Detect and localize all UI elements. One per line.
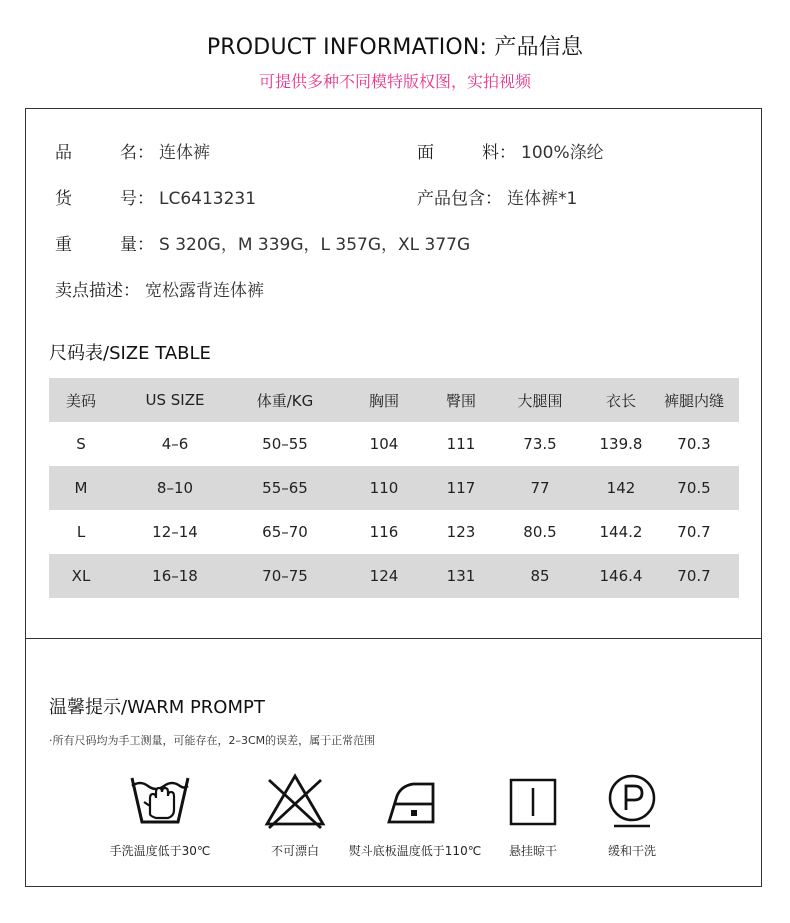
- table-cell: 70.5: [649, 466, 739, 510]
- hand-wash-icon: [128, 770, 192, 832]
- table-cell: 111: [446, 435, 476, 453]
- size-table-header-cell: 美码: [49, 378, 113, 422]
- info-value-fabric: 100%涤纶: [521, 143, 604, 163]
- table-cell: 73.5: [523, 435, 557, 453]
- care-label: 缓和干洗: [607, 844, 656, 858]
- care-item-dry-clean: [557, 770, 707, 858]
- info-label-char: 货: [55, 189, 72, 209]
- info-row-weight: [55, 230, 470, 255]
- page-title: PRODUCT INFORMATION: 产品信息: [206, 35, 584, 60]
- measurement-note: ·所有尺码均为手工测量，可能存在，2–3CM的误差，属于正常范围: [49, 734, 376, 747]
- info-label-includes: 产品包含: [417, 189, 485, 209]
- line-dry-icon: [501, 770, 565, 832]
- size-table-header-cell: 裤腿内缝: [649, 378, 739, 422]
- info-colon: ：: [137, 189, 154, 209]
- table-row: [49, 466, 739, 510]
- panel-divider: [25, 638, 762, 639]
- table-cell: 16–18: [113, 554, 237, 598]
- table-cell: 131: [435, 554, 487, 598]
- info-row-name: [55, 138, 210, 163]
- info-colon: ：: [137, 143, 154, 163]
- table-cell: 77: [487, 466, 593, 510]
- info-value-name: 连体裤: [159, 143, 210, 163]
- do-not-bleach-icon: [263, 770, 327, 832]
- info-value-weight: S 320G，M 339G，L 357G，XL 377G: [159, 235, 471, 255]
- dry-clean-p-icon: [600, 770, 664, 832]
- table-cell: 85: [487, 554, 593, 598]
- info-row-fabric: [417, 138, 604, 163]
- info-value-includes: 连体裤*1: [507, 189, 578, 209]
- info-label-weight: [55, 230, 137, 255]
- size-table: [49, 378, 739, 598]
- table-cell: 117: [435, 466, 487, 510]
- info-label-char: 品: [55, 143, 72, 163]
- info-colon: ：: [499, 143, 516, 163]
- page-subtitle: 可提供多种不同模特版权图，实拍视频: [258, 72, 531, 91]
- info-row-sku: [55, 184, 256, 209]
- care-item-hand-wash: [85, 770, 235, 858]
- info-label-selling: 卖点描述: [55, 281, 123, 301]
- table-cell: 110: [333, 466, 435, 510]
- table-cell: 50–55: [262, 435, 308, 453]
- table-cell: 70.7: [649, 554, 739, 598]
- care-label: 手洗温度低于30℃: [109, 844, 211, 858]
- size-table-title: 尺码表/SIZE TABLE: [49, 343, 211, 364]
- table-row: [49, 422, 739, 466]
- size-table-header-cell: 胸围: [333, 378, 435, 422]
- care-label: 不可漂白: [270, 844, 319, 858]
- iron-low-icon: [383, 770, 447, 832]
- table-cell: 80.5: [523, 523, 557, 541]
- table-cell: 70.7: [677, 523, 711, 541]
- table-cell: 70–75: [237, 554, 333, 598]
- info-value-sku: LC6413231: [159, 189, 257, 209]
- info-label-char: 面: [417, 143, 434, 163]
- table-cell: 104: [369, 435, 399, 453]
- table-row: [49, 510, 739, 554]
- table-cell: 142: [593, 466, 649, 510]
- info-colon: ：: [123, 281, 140, 301]
- table-cell: 123: [446, 523, 476, 541]
- info-label-char: 料: [482, 143, 499, 163]
- info-label-char: 名: [120, 143, 137, 163]
- info-label-char: 量: [120, 235, 137, 255]
- size-table-header-cell: 体重/KG: [237, 378, 333, 422]
- info-row-includes: [417, 184, 577, 209]
- table-cell: L: [76, 523, 86, 541]
- info-label-fabric: [417, 138, 499, 163]
- table-cell: 4–6: [161, 435, 189, 453]
- info-row-selling: [55, 276, 264, 301]
- table-cell: S: [76, 435, 86, 453]
- table-cell: 12–14: [152, 523, 198, 541]
- size-table-header-cell: 衣长: [593, 378, 649, 422]
- info-label-char: 号: [120, 189, 137, 209]
- info-value-selling: 宽松露背连体裤: [145, 281, 264, 301]
- table-cell: 116: [369, 523, 399, 541]
- info-label-name: [55, 138, 137, 163]
- size-table-header-row: [49, 378, 739, 422]
- table-cell: 139.8: [599, 435, 643, 453]
- info-label-char: 重: [55, 235, 72, 255]
- size-table-header-cell: US SIZE: [113, 378, 237, 422]
- info-colon: ：: [485, 189, 502, 209]
- table-cell: XL: [49, 554, 113, 598]
- care-label: 熨斗底板温度低于110℃: [348, 844, 482, 858]
- table-cell: 55–65: [237, 466, 333, 510]
- table-cell: 8–10: [113, 466, 237, 510]
- table-cell: 146.4: [593, 554, 649, 598]
- table-cell: 70.3: [677, 435, 711, 453]
- size-table-header-cell: 大腿围: [487, 378, 593, 422]
- info-colon: ：: [137, 235, 154, 255]
- care-label: 悬挂晾干: [508, 844, 557, 858]
- table-cell: M: [49, 466, 113, 510]
- table-cell: 144.2: [599, 523, 643, 541]
- table-cell: 124: [333, 554, 435, 598]
- size-table-header-cell: 臀围: [435, 378, 487, 422]
- table-cell: 65–70: [262, 523, 308, 541]
- prompt-title: 温馨提示/WARM PROMPT: [49, 697, 265, 718]
- table-row: [49, 554, 739, 598]
- info-label-sku: [55, 184, 137, 209]
